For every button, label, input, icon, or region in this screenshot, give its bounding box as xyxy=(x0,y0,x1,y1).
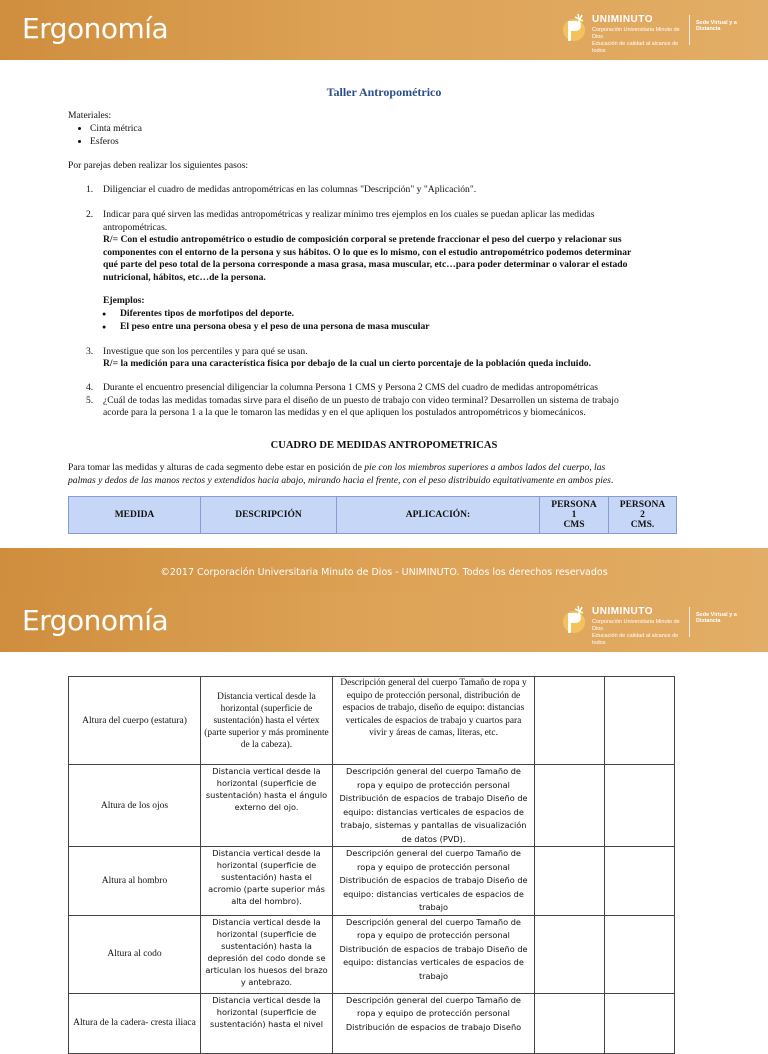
cell-persona-1 xyxy=(535,915,605,993)
table-row xyxy=(69,677,675,765)
cell-persona-1 xyxy=(535,765,605,847)
uniminuto-logo xyxy=(562,12,762,52)
material-item: • Cinta métrica xyxy=(90,123,708,136)
header-persona-1 xyxy=(540,497,609,534)
cell-aplicacion: Descripción general del cuerpo Tamaño de ropa y equipo de protección personal Distribución de espacios de trabajo Diseño de equipo: distancias verticales de espacios de trabajo, sistemas y pantallas de visualización de datos (PVD). xyxy=(333,765,535,847)
cell-medida: Altura de la cadera- cresta iliaca xyxy=(69,993,201,1053)
logo-icon xyxy=(562,604,590,640)
cell-descripcion: Distancia vertical desde la horizontal (superficie de sustentación) hasta la depresión del codo donde se articulan los huesos del brazo y antebrazo. xyxy=(201,915,333,993)
logo-name: UNIMINUTO xyxy=(592,606,653,617)
cell-medida: Altura de los ojos xyxy=(69,765,201,847)
cell-persona-2 xyxy=(605,765,675,847)
logo-separator xyxy=(689,607,690,637)
course-title: Ergonomía xyxy=(22,12,169,45)
cell-descripcion: Distancia vertical desde la horizontal (superficie de sustentación) hasta el vértex (parte superior y más prominente de la cabeza). xyxy=(201,677,333,765)
header-persona-2 xyxy=(609,497,677,534)
page-footer: ©2017 Corporación Universitaria Minuto de Dios - UNIMINUTO. Todos los derechos reservados xyxy=(0,548,768,592)
step-number: 1. xyxy=(86,184,94,195)
section-title: CUADRO DE MEDIDAS ANTROPOMETRICAS xyxy=(270,440,498,451)
cell-persona-2 xyxy=(605,993,675,1053)
persona-2-unit: CMS. xyxy=(630,520,655,530)
step-number: 3. xyxy=(86,346,94,357)
cell-descripcion: Distancia vertical desde la horizontal (superficie de sustentación) hasta el ángulo externo del ojo. xyxy=(201,765,333,847)
para-line-2-end: . xyxy=(610,474,614,486)
para-line-1-italic: pie con los miembros superiores a ambos lados del cuerpo, las xyxy=(364,462,606,473)
persona-1-unit: CMS xyxy=(563,520,585,530)
header-banner xyxy=(0,592,768,652)
answer-2-line-3: qué parte del peso total de la persona corresponde a masa grasa, masa muscular, etc…para poder determinar o valorar el estado xyxy=(103,259,628,270)
step-5-line-1: ¿Cuál de todas las medidas tomadas sirve para el diseño de un puesto de trabajo con video terminal? Desarrollen un sistema de trabajo xyxy=(103,395,619,406)
cell-persona-1 xyxy=(535,677,605,765)
logo-side-text: Sede Virtual y a Distancia xyxy=(696,20,737,32)
materials-list xyxy=(68,123,708,148)
example-item: ● El peso entre una persona obesa y el peso de una persona de masa muscular xyxy=(120,321,430,334)
intro-text: Por parejas deben realizar los siguientes pasos: xyxy=(68,160,249,171)
logo-sub-line-2: Educación de calidad al alcance de todos xyxy=(592,633,679,646)
cell-medida: Altura al hombro xyxy=(69,847,201,916)
header-banner xyxy=(0,0,768,60)
cell-aplicacion: Descripción general del cuerpo Tamaño de ropa y equipo de protección personal Distribución de espacios de trabajo Diseño de equipo: distancias verticales de espacios de trabajo xyxy=(333,847,535,916)
cell-medida: Altura del cuerpo (estatura) xyxy=(69,677,201,765)
table-row xyxy=(69,765,675,847)
cell-persona-2 xyxy=(605,915,675,993)
measurements-table xyxy=(68,676,675,1054)
step-5-line-2: acorde para la persona 1 a la que le tomaron las medidas y en el que apliquen los postulados antropométricos y biomecánicos. xyxy=(103,407,586,418)
step-number: 4. xyxy=(86,382,94,393)
header-descripcion: DESCRIPCIÓN xyxy=(201,497,337,534)
table-row xyxy=(69,847,675,916)
persona-2-number: 2 xyxy=(640,510,645,520)
cell-persona-2 xyxy=(605,847,675,916)
examples-label: Ejemplos: xyxy=(103,295,145,306)
cell-aplicacion: Descripción general del cuerpo Tamaño de ropa y equipo de protección personal Distribución de espacios de trabajo Diseño de equipo: distancias verticales de espacios de trabajo xyxy=(333,915,535,993)
cell-persona-1 xyxy=(535,847,605,916)
answer-3: R/= la medición para una característica física por debajo de la cual un cierto porcentaje de la población queda incluido. xyxy=(103,358,591,369)
cell-descripcion: Distancia vertical desde la horizontal (superficie de sustentación) hasta el nivel xyxy=(201,993,333,1053)
step-2-line-2: antropométricas. xyxy=(103,222,168,233)
example-item: ● Diferentes tipos de morfotipos del deporte. xyxy=(120,308,294,321)
material-item: • Esferos xyxy=(90,136,708,149)
step-number: 2. xyxy=(86,209,94,220)
header-medida: MEDIDA xyxy=(69,497,201,534)
step-4: Durante el encuentro presencial diligenciar la columna Persona 1 CMS y Persona 2 CMS del cuadro de medidas antropométricas xyxy=(103,382,599,393)
logo-subtitle xyxy=(592,619,692,647)
step-number: 5. xyxy=(86,395,94,406)
step-3: Investigue que son los percentiles y para qué se usan. xyxy=(103,346,308,357)
logo-subtitle xyxy=(592,27,692,55)
cell-persona-2 xyxy=(605,677,675,765)
cell-aplicacion: Descripción general del cuerpo Tamaño de ropa y equipo de protección personal Distribución de espacios de trabajo Diseño xyxy=(333,993,535,1053)
logo-separator xyxy=(689,15,690,45)
course-title: Ergonomía xyxy=(22,604,169,637)
materials-label: Materiales: xyxy=(68,110,112,121)
instructions-paragraph xyxy=(68,462,718,487)
cell-persona-1 xyxy=(535,993,605,1053)
logo-sub-line-1: Corporación Universitaria Minuto de Dios xyxy=(592,619,680,632)
step-2-line-1: Indicar para qué sirven las medidas antropométricas y realizar mínimo tres ejemplos en los cuales se puedan aplicar las medidas xyxy=(103,209,595,220)
para-line-1: Para tomar las medidas y alturas de cada segmento debe estar en posición de xyxy=(68,462,365,473)
answer-2-line-2: componentes con el entorno de la persona y sus hábitos. O lo que es lo mismo, con el estudio antropométrico podemos determinar xyxy=(103,247,632,258)
logo-side-text: Sede Virtual y a Distancia xyxy=(696,612,737,624)
logo-sub-line-1: Corporación Universitaria Minuto de Dios xyxy=(592,27,680,40)
persona-2-label: PERSONA xyxy=(619,500,666,510)
table-row xyxy=(69,993,675,1053)
answer-2-line-4: nutricional, hábitos, etc…de la persona. xyxy=(103,272,266,283)
logo-sub-line-2: Educación de calidad al alcance de todos xyxy=(592,41,679,54)
cell-medida: Altura al codo xyxy=(69,915,201,993)
document-title: Taller Antropométrico xyxy=(326,85,442,99)
logo-name: UNIMINUTO xyxy=(592,14,653,25)
answer-2-line-1: R/= Con el estudio antropométrico o estudio de composición corporal se pretende fraccionar el peso del cuerpo y relacionar sus xyxy=(103,234,622,245)
header-aplicacion: APLICACIÓN: xyxy=(337,497,540,534)
cell-aplicacion: Descripción general del cuerpo Tamaño de ropa y equipo de protección personal, distribución de espacios de trabajo, diseño de equipo: distancias verticales de espacios de trabajo y cuartos para vivir y áreas de camas, literas, etc. xyxy=(333,677,535,765)
logo-icon xyxy=(562,12,590,48)
table-row xyxy=(69,915,675,993)
para-line-2-italic: palmas y dedos de las manos rectos y extendidos hacia abajo, mirando hacia el frente, con el peso distribuido equitativamente en ambos pies xyxy=(68,474,611,486)
measurements-table-header xyxy=(68,496,677,534)
uniminuto-logo xyxy=(562,604,762,644)
persona-1-label: PERSONA xyxy=(551,500,597,510)
step-1: Diligenciar el cuadro de medidas antropométricas en las columnas "Descripción" y "Aplicación". xyxy=(103,184,477,195)
cell-descripcion: Distancia vertical desde la horizontal (superficie de sustentación) hasta el acromio (parte superior más alta del hombro). xyxy=(201,847,333,916)
persona-1-number: 1 xyxy=(571,510,577,520)
